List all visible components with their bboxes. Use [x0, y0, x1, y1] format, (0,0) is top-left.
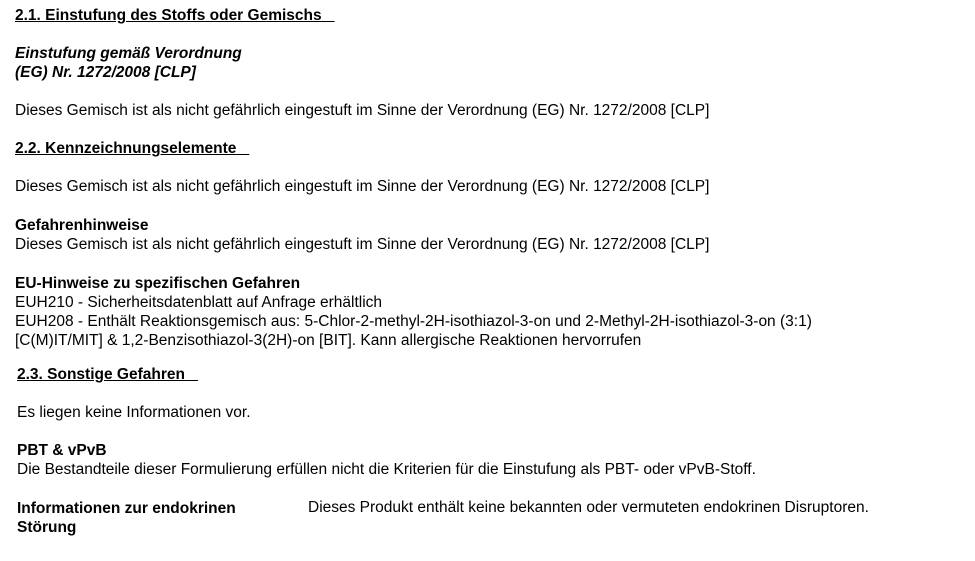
classification-subtitle-line2: (EG) Nr. 1272/2008 [CLP] [15, 64, 196, 81]
eu-hazards-title: EU-Hinweise zu spezifischen Gefahren [15, 275, 301, 292]
classification-subtitle-line1: Einstufung gemäß Verordnung [15, 45, 242, 62]
endocrine-label-line1: Informationen zur endokrinen [17, 500, 236, 517]
pbt-vpvb-title: PBT & vPvB [17, 442, 107, 459]
section-heading-2-1: 2.1. Einstufung des Stoffs oder Gemischs [15, 7, 322, 24]
hazard-statements-text: Dieses Gemisch ist als nicht gefährlich eingestuft im Sinne der Verordnung (EG) Nr. 1272/2008 [CLP] [15, 236, 710, 253]
hazard-statements-title: Gefahrenhinweise [15, 217, 149, 234]
endocrine-label-line2: Störung [17, 519, 77, 536]
euh210-statement: EUH210 - Sicherheitsdatenblatt auf Anfrage erhältlich [15, 294, 383, 311]
section-heading-2-3: 2.3. Sonstige Gefahren [17, 366, 185, 383]
pbt-vpvb-text: Die Bestandteile dieser Formulierung erfüllen nicht die Kriterien für die Einstufung als PBT- oder vPvB-Stoff. [17, 461, 756, 478]
classification-text: Dieses Gemisch ist als nicht gefährlich eingestuft im Sinne der Verordnung (EG) Nr. 1272/2008 [CLP] [15, 102, 710, 119]
labelling-text: Dieses Gemisch ist als nicht gefährlich eingestuft im Sinne der Verordnung (EG) Nr. 1272/2008 [CLP] [15, 178, 710, 195]
endocrine-text: Dieses Produkt enthält keine bekannten oder vermuteten endokrinen Disruptoren. [308, 499, 869, 516]
euh208-statement-line2: [C(M)IT/MIT] & 1,2-Benzisothiazol-3(2H)-on [BIT]. Kann allergische Reaktionen hervorrufen [15, 332, 642, 349]
euh208-statement-line1: EUH208 - Enthält Reaktionsgemisch aus: 5-Chlor-2-methyl-2H-isothiazol-3-on und 2-Methyl-2H-isothiazol-3-on (3:1) [15, 313, 812, 330]
section-heading-2-2: 2.2. Kennzeichnungselemente [15, 140, 237, 157]
other-hazards-text: Es liegen keine Informationen vor. [17, 404, 251, 421]
